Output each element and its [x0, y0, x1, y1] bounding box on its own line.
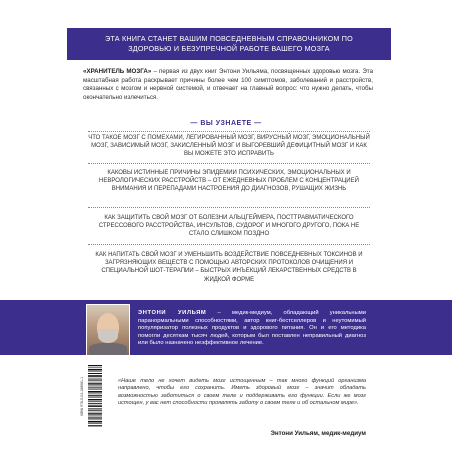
- header-line-2: ЗДОРОВЬЮ И БЕЗУПРЕЧНОЙ РАБОТЕ ВАШЕГО МОЗГА: [128, 44, 330, 53]
- intro-book-title: «ХРАНИТЕЛЬ МОЗГА»: [83, 68, 152, 75]
- divider: [88, 163, 370, 164]
- learn-item-3: КАК ЗАЩИТИТЬ СВОЙ МОЗГ ОТ БОЛЕЗНИ АЛЬЦГЕЙМЕРА, ПОСТТРАВМАТИЧЕСКОГО СТРЕССОВОГО РАССТРОЙСТВА, ИНСУЛЬТОВ, СУДОРОГ И МНОГОГО ДРУГОГО, ПОКА НЕ СТАЛО СЛИШКОМ ПОЗДНО: [98, 215, 360, 238]
- author-beard: [98, 329, 118, 343]
- author-photo: [86, 304, 130, 356]
- intro-text: – первая из двух книг Энтони Уильяма, посвященных здоровью мозга. Эта масштабная работа раскрывает причины более чем 100 симптомов, заболеваний и расстройств, связанных с мозгом и нервной системой, и отвечает на главный вопрос: что нужно делать, чтобы окончательно излечиться.: [83, 68, 374, 101]
- quote-signature: Энтони Уильям, медик-медиум: [270, 430, 366, 437]
- barcode-graphic: [88, 365, 102, 427]
- author-description: – медик-медиум, обладающий уникальными паранормальными способностями, автор книг-бестселлеров и неутомимый популяризатор полезных продуктов и здорового питания. Он и его методика помогли десяткам тысяч людей, которым был поставлен неправильный диагноз или было назначено неэффективное лечение.: [138, 310, 366, 347]
- author-bio: [138, 310, 366, 348]
- learn-item-1: ЧТО ТАКОЕ МОЗГ С ПОМЕХАМИ, ЛЕГИРОВАННЫЙ МОЗГ, ВИРУСНЫЙ МОЗГ, ЭМОЦИОНАЛЬНЫЙ МОЗГ, ЗАВИСИМЫЙ МОЗГ, ЗАКИСЛЕННЫЙ МОЗГ И ВЫГОРЕВШИЙ ДЕФИЦИТНЫЙ МОЗГ И КАК ВЫ МОЖЕТЕ ЭТО ИСПРАВИТЬ: [88, 135, 370, 158]
- barcode: [88, 365, 102, 427]
- author-shirt: [89, 343, 127, 355]
- divider: [88, 244, 370, 245]
- author-quote: «Наше тело не хочет видеть мозг истощенным – так много функций организма направлено, чтобы его сохранить. Иметь здоровый мозг – значит обладать возможностью заботиться о своем теле и поддерживать его функции. Если же мозг истощен, у вас нет способности проявлять заботу о своем теле и об остальном мире».: [118, 378, 366, 407]
- divider: [88, 207, 370, 208]
- learn-section-title: — ВЫ УЗНАЕТЕ —: [190, 120, 262, 127]
- learn-item-4: КАК НАПИТАТЬ СВОЙ МОЗГ И УМЕНЬШИТЬ ВОЗДЕЙСТВИЕ ПОВСЕДНЕВНЫХ ТОКСИНОВ И ЗАГРЯЗНЯЮЩИХ ВЕЩЕСТВ С ПОМОЩЬЮ АВТОРСКИХ ПРОТОКОЛОВ ОЧИЩЕНИЯ И СПЕЦИАЛЬНОЙ ШОТ-ТЕРАПИИ – БЫСТРЫХ ИНЪЕКЦИЙ ЛЕКАРСТВЕННЫХ СРЕДСТВ В ЖИДКОЙ ФОРМЕ: [95, 252, 363, 283]
- header-banner: [67, 28, 391, 60]
- divider: [88, 131, 370, 132]
- header-line-1: ЭТА КНИГА СТАНЕТ ВАШИМ ПОВСЕДНЕВНЫМ СПРАВОЧНИКОМ ПО: [105, 34, 353, 43]
- learn-item-2: КАКОВЫ ИСТИННЫЕ ПРИЧИНЫ ЭПИДЕМИИ ПСИХИЧЕСКИХ, ЭМОЦИОНАЛЬНЫХ И НЕВРОЛОГИЧЕСКИХ РАССТРОЙСТВ – ОТ ЕЖЕДНЕВНЫХ ПРОБЛЕМ С КОНЦЕНТРАЦИЕЙ ВНИМАНИЯ И ПЕРЕПАДАМИ НАСТРОЕНИЯ ДО ДИАГНОЗОВ, РУШАЩИХ ЖИЗНЬ: [99, 170, 359, 193]
- isbn-number: ISBN 978-5-04-188681-1: [80, 376, 84, 416]
- intro-paragraph: [83, 68, 373, 102]
- author-name: ЭНТОНИ УИЛЬЯМ: [138, 310, 207, 316]
